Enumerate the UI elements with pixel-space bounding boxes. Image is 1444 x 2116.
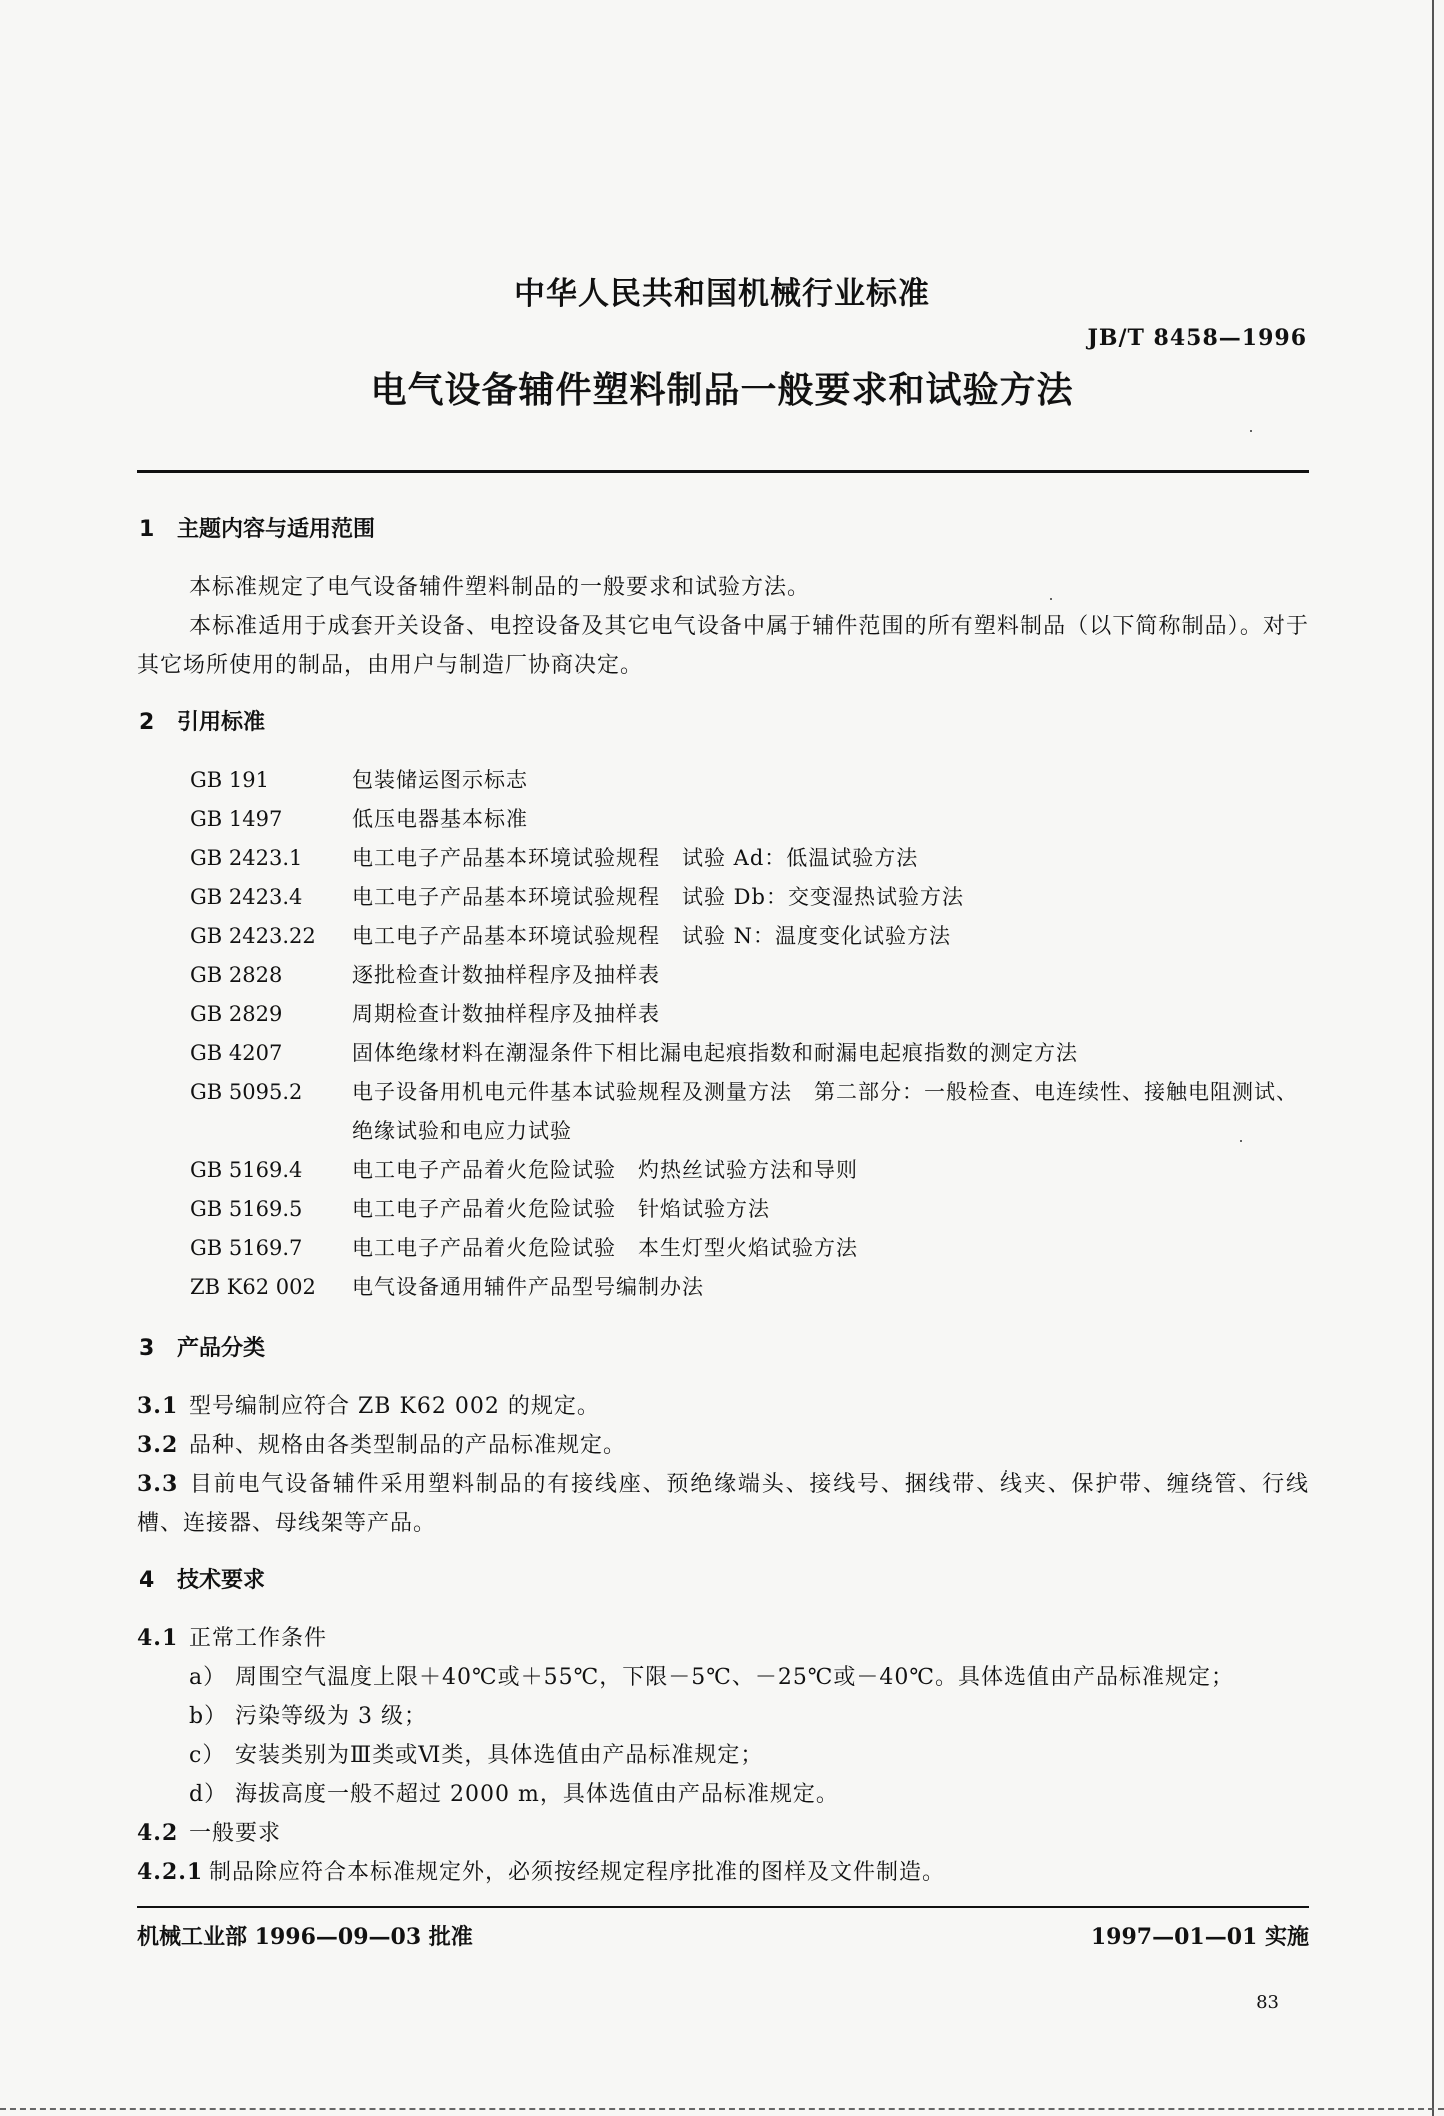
clause [137, 1853, 1309, 1892]
reference-title: 电工电子产品着火危险试验 针焰试验方法 [352, 1197, 770, 1221]
paragraph: 本标准规定了电气设备辅件塑料制品的一般要求和试验方法。 [189, 575, 811, 600]
reference-item [190, 1268, 1309, 1307]
reference-title: 电工电子产品着火危险试验 本生灯型火焰试验方法 [352, 1236, 858, 1260]
reference-title: 周期检查计数抽样程序及抽样表 [352, 1002, 660, 1026]
reference-item [190, 800, 1309, 839]
reference-title: 电工电子产品着火危险试验 灼热丝试验方法和导则 [352, 1158, 858, 1182]
section-number: 2 [139, 710, 155, 735]
standard-code: JB/T 8458—1996 [1087, 325, 1307, 351]
reference-title: 电工电子产品基本环境试验规程 试验 N：温度变化试验方法 [352, 924, 952, 948]
section-title: 产品分类 [177, 1336, 266, 1361]
reference-code: GB 2828 [190, 963, 283, 987]
clause-text: 目前电气设备辅件采用塑料制品的有接线座、预绝缘端头、接线号、捆线带、线夹、保护带、缠绕管、行线槽、连接器、母线架等产品。 [137, 1472, 1309, 1536]
item-text: 海拔高度一般不超过 2000 m，具体选值由产品标准规定。 [235, 1782, 839, 1807]
clause-number: 4.2 [137, 1820, 179, 1846]
section-heading [139, 703, 1309, 743]
footer-rule [137, 1906, 1309, 1908]
clause-number: 4.2.1 [137, 1859, 204, 1885]
reference-title: 电工电子产品基本环境试验规程 试验 Ad：低温试验方法 [352, 846, 919, 870]
section-heading [139, 1329, 1309, 1369]
clause-text: 型号编制应符合 ZB K62 002 的规定。 [189, 1394, 600, 1419]
reference-title: 逐批检查计数抽样程序及抽样表 [352, 963, 660, 987]
clause-text: 品种、规格由各类型制品的产品标准规定。 [189, 1433, 627, 1458]
clause [137, 1465, 1309, 1543]
clause-text: 制品除应符合本标准规定外，必须按经规定程序批准的图样及文件制造。 [209, 1860, 946, 1885]
reference-code: ZB K62 002 [190, 1275, 316, 1299]
issuing-agency: 中华人民共和国机械行业标准 [514, 276, 930, 312]
reference-item [190, 1073, 1309, 1151]
reference-title: 低压电器基本标准 [352, 807, 528, 831]
reference-item [190, 917, 1309, 956]
section-title: 主题内容与适用范围 [177, 517, 376, 542]
document-body [137, 510, 1309, 1892]
reference-title: 电子设备用机电元件基本试验规程及测量方法 第二部分：一般检查、电连续性、接触电阻测试、绝缘试验和电应力试验 [352, 1080, 1298, 1143]
item-label: a） [189, 1665, 227, 1690]
section-number: 3 [139, 1336, 155, 1361]
clause-number: 3.1 [137, 1393, 179, 1419]
reference-item [190, 1190, 1309, 1229]
reference-code: GB 5169.4 [190, 1158, 303, 1182]
clause [137, 1426, 1309, 1465]
approval-note: 机械工业部 1996—09—03 批准 [137, 1924, 473, 1950]
clause [137, 1619, 1309, 1658]
reference-code: GB 2423.4 [190, 885, 303, 909]
list-item [189, 1736, 1309, 1775]
scan-edge-bottom [0, 2108, 1444, 2110]
clause-text: 正常工作条件 [189, 1626, 328, 1651]
reference-item [190, 1151, 1309, 1190]
clause-number: 4.1 [137, 1625, 179, 1651]
header-rule [137, 470, 1309, 473]
document-title: 电气设备辅件塑料制品一般要求和试验方法 [370, 370, 1074, 411]
section-number: 4 [139, 1568, 155, 1593]
list-item [189, 1697, 1309, 1736]
reference-item [190, 761, 1309, 800]
item-label: b） [189, 1704, 228, 1729]
reference-title: 固体绝缘材料在潮湿条件下相比漏电起痕指数和耐漏电起痕指数的测定方法 [352, 1041, 1078, 1065]
section-heading [139, 1561, 1309, 1601]
section-title: 技术要求 [177, 1568, 266, 1593]
list-item [189, 1775, 1309, 1814]
reference-item [190, 839, 1309, 878]
item-text: 污染等级为 3 级； [235, 1704, 427, 1729]
reference-item [190, 995, 1309, 1034]
clause-text: 一般要求 [189, 1821, 282, 1846]
reference-item [190, 1229, 1309, 1268]
reference-code: GB 191 [190, 768, 269, 792]
clause-number: 3.2 [137, 1432, 179, 1458]
clause [137, 1387, 1309, 1426]
footer [137, 1920, 1309, 1951]
reference-title: 包装储运图示标志 [352, 768, 528, 792]
reference-code: GB 2829 [190, 1002, 283, 1026]
effective-date: 1997—01—01 实施 [1090, 1924, 1309, 1950]
reference-item [190, 956, 1309, 995]
reference-code: GB 2423.22 [190, 924, 316, 948]
item-label: c） [189, 1743, 226, 1768]
clause-number: 3.3 [137, 1471, 179, 1497]
scan-speck [1250, 430, 1252, 432]
reference-list [190, 761, 1309, 1307]
item-label: d） [189, 1782, 228, 1807]
reference-item [190, 878, 1309, 917]
list-item [189, 1658, 1309, 1697]
reference-code: GB 2423.1 [190, 846, 303, 870]
section-number: 1 [139, 517, 155, 542]
reference-code: GB 5169.7 [190, 1236, 303, 1260]
reference-code: GB 5095.2 [190, 1080, 303, 1104]
item-text: 周围空气温度上限＋40℃或＋55℃，下限－5℃、－25℃或－40℃。具体选值由产品标准规定； [235, 1665, 1235, 1690]
page-number: 83 [1256, 1992, 1279, 2013]
clause [137, 1814, 1309, 1853]
paragraph: 本标准适用于成套开关设备、电控设备及其它电气设备中属于辅件范围的所有塑料制品（以下简称制品）。对于其它场所使用的制品，由用户与制造厂协商决定。 [137, 614, 1309, 678]
item-text: 安装类别为Ⅲ类或Ⅵ类，具体选值由产品标准规定； [235, 1743, 764, 1768]
section-title: 引用标准 [177, 710, 266, 735]
reference-title: 电工电子产品基本环境试验规程 试验 Db：交变湿热试验方法 [352, 885, 964, 909]
reference-code: GB 1497 [190, 807, 283, 831]
scan-edge-right [1432, 0, 1434, 2116]
reference-item [190, 1034, 1309, 1073]
section-heading [139, 510, 1309, 550]
reference-title: 电气设备通用辅件产品型号编制办法 [352, 1275, 704, 1299]
reference-code: GB 4207 [190, 1041, 283, 1065]
reference-code: GB 5169.5 [190, 1197, 303, 1221]
